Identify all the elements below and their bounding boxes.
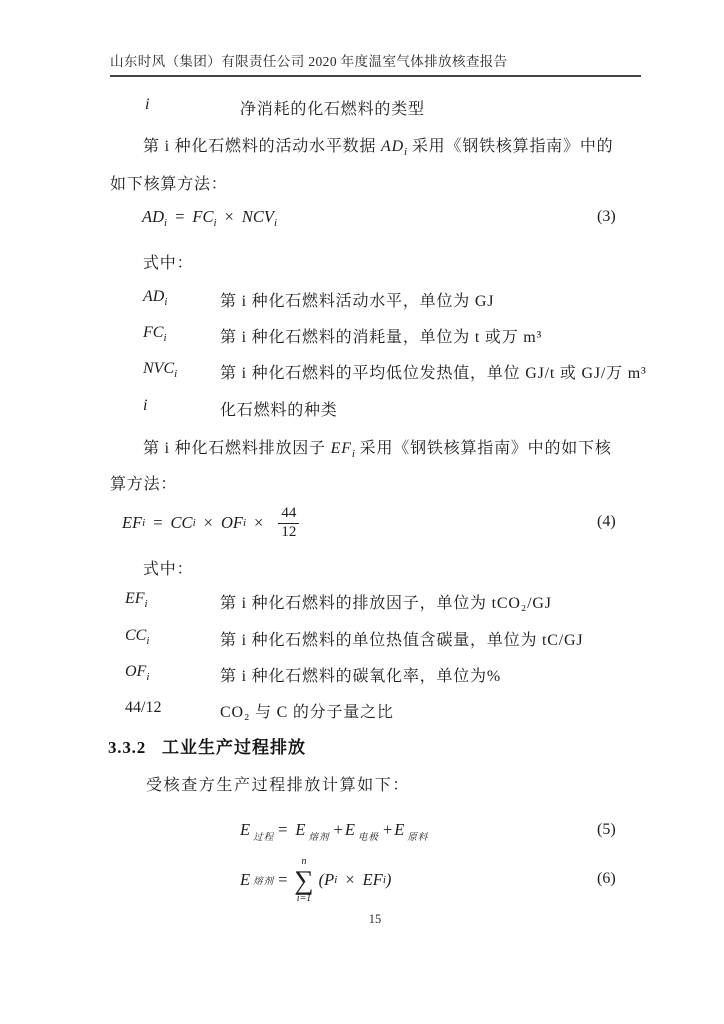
term-symbol: i: [143, 397, 148, 414]
formula-6-number: (6): [597, 870, 616, 887]
term-description: 第 i 种化石燃料的单位热值含碳量，单位为 tC/GJ: [220, 632, 584, 649]
formula-4-number: (4): [597, 513, 616, 530]
paragraph-text: 算方法：: [110, 476, 178, 493]
term-symbol: $AD_i$: [143, 288, 168, 308]
formula-5-number: (5): [597, 821, 616, 838]
summation-sign: n ∑ i=1: [294, 855, 314, 904]
term-symbol: $EF_i$: [125, 590, 148, 610]
term-description: CO₂ 与 C 的分子量之比: [220, 704, 394, 721]
paragraph-line: [0, 772, 724, 794]
paragraph-text: 第 i 种化石燃料的活动水平数据 $AD_i$ 采用《钢铁核算指南》中的: [143, 138, 614, 158]
term-description: 净消耗的化石燃料的类型: [240, 101, 425, 118]
formula-4: [0, 502, 724, 544]
paragraph-text: 受核查方生产过程排放计算如下：: [146, 777, 411, 794]
formula-6-expression: E 熔剂 = n ∑ i=1 ( P i × EF i ): [240, 855, 392, 904]
header-rule: [110, 75, 641, 77]
inline-variable: AD: [381, 138, 404, 155]
term-symbol: $NVC_i$: [143, 360, 178, 380]
paragraph-text: 如下核算方法：: [110, 176, 228, 193]
formula-5-expression: E $_{过程}$ = E $_{熔剂}$ + E $_{电极}$ + E $_{原料}$: [240, 820, 429, 843]
paragraph-line: [0, 171, 724, 193]
term-description: 第 i 种化石燃料的碳氧化率，单位为%: [220, 668, 501, 685]
definition-row: [0, 324, 724, 346]
page-header-title: 山东时风（集团）有限责任公司 2020 年度温室气体排放核查报告: [110, 54, 508, 69]
term-symbol: i: [145, 96, 150, 113]
term-symbol: $OF_i$: [125, 663, 150, 683]
term-description: 第 i 种化石燃料活动水平，单位为 GJ: [220, 293, 495, 310]
paragraph-line: [0, 435, 724, 460]
term-symbol: 44/12: [125, 699, 162, 716]
formula-4-expression: EF i = CC i × OF i × $\frac{44}{12}$: [122, 502, 299, 544]
term-description: 第 i 种化石燃料的消耗量，单位为 t 或万 m³: [220, 329, 543, 346]
term-description: 化石燃料的种类: [220, 402, 338, 419]
section-number: 3.3.2: [108, 738, 146, 757]
definition-row: [0, 397, 724, 419]
where-label: 式中：: [143, 255, 194, 272]
definition-row: [0, 627, 724, 649]
formula-3-number: (3): [597, 208, 616, 225]
paragraph-text: 第 i 种化石燃料排放因子 $EF_i$ 采用《钢铁核算指南》中的如下核: [143, 440, 612, 460]
section-heading: [108, 733, 306, 758]
paragraph-line: [0, 471, 724, 493]
definition-row: [0, 288, 724, 310]
term-symbol: $FC_i$: [143, 324, 167, 344]
term-description: 第 i 种化石燃料的平均低位发热值，单位 GJ/t 或 GJ/万 m³: [220, 365, 647, 382]
term-description: 第 i 种化石燃料的排放因子，单位为 tCO₂/GJ: [220, 595, 552, 612]
definition-row: [0, 96, 724, 118]
definition-row: [0, 590, 724, 612]
page-number: 15: [368, 912, 382, 926]
formula-6: [0, 855, 724, 905]
paragraph-line: [0, 133, 724, 158]
where-label: 式中：: [143, 561, 194, 578]
inline-variable: EF: [330, 440, 352, 457]
definition-row: [0, 663, 724, 685]
fraction: $\frac{44}{12}$: [278, 505, 299, 541]
term-symbol: $CC_i$: [125, 627, 150, 647]
definition-row: [0, 699, 724, 721]
formula-3-expression: $AD_i = FC_i \times NCV_i$: [142, 207, 277, 229]
section-title: 工业生产过程排放: [162, 738, 306, 757]
definition-row: [0, 360, 724, 382]
